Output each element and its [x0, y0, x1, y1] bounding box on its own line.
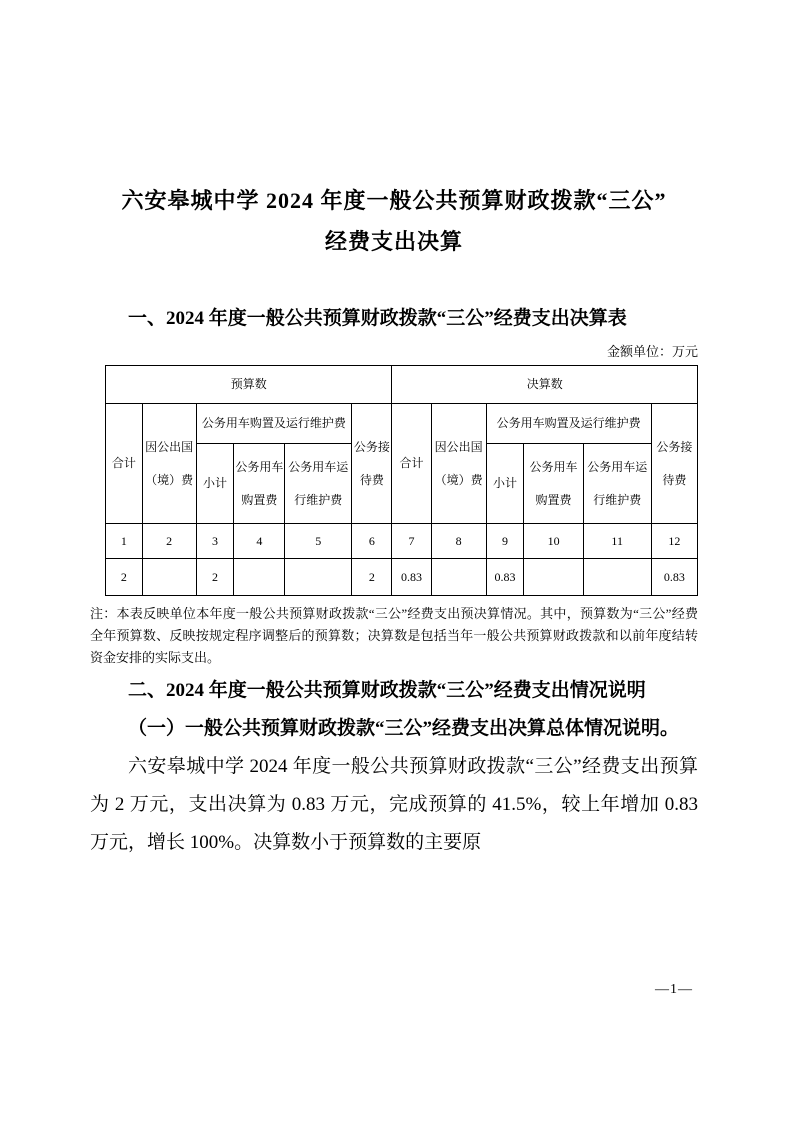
- value-cell-final-subtotal: 0.83: [486, 559, 524, 596]
- table-row: [106, 404, 698, 444]
- section2-heading: 二、2024 年度一般公共预算财政拨款“三公”经费支出情况说明: [128, 680, 646, 701]
- col-number-cell: 3: [196, 524, 234, 559]
- table-footnote: 注：本表反映单位本年度一般公共预算财政拨款“三公”经费支出预决算情况。其中，预算数为“三公”经费全年预算数、反映按规定程序调整后的预算数；决算数是包括当年一般公共预算财政拨款和以前年度结转资金安排的实际支出。: [90, 606, 698, 665]
- page-number: —1—: [655, 982, 693, 997]
- value-cell-budget-vehicle-purchase: [234, 559, 285, 596]
- section2-sub-heading: （一）一般公共预算财政拨款“三公”经费支出决算总体情况说明。: [128, 718, 680, 739]
- header-final-reception: 公务接待费: [651, 404, 697, 524]
- header-budget-group: 预算数: [106, 366, 392, 404]
- col-number-cell: 6: [352, 524, 392, 559]
- value-cell-final-abroad: [431, 559, 486, 596]
- header-final-abroad: 因公出国（境）费: [431, 404, 486, 524]
- value-cell-budget-reception: 2: [352, 559, 392, 596]
- col-number-cell: 2: [142, 524, 196, 559]
- header-budget-vehicle-operation: 公务用车运行维护费: [285, 444, 352, 524]
- column-number-row: [106, 524, 698, 559]
- value-cell-budget-total: 2: [106, 559, 143, 596]
- col-number-cell: 9: [486, 524, 524, 559]
- header-final-vehicle-purchase: 公务用车购置费: [524, 444, 583, 524]
- document-title-line1: 六安皋城中学 2024 年度一般公共预算财政拨款“三公”: [121, 188, 667, 213]
- col-number-cell: 12: [651, 524, 697, 559]
- value-cell-final-reception: 0.83: [651, 559, 697, 596]
- col-number-cell: 8: [431, 524, 486, 559]
- header-budget-total: 合计: [106, 404, 143, 524]
- header-final-subtotal: 小计: [486, 444, 524, 524]
- header-budget-reception: 公务接待费: [352, 404, 392, 524]
- col-number-cell: 4: [234, 524, 285, 559]
- header-budget-abroad: 因公出国（境）费: [142, 404, 196, 524]
- col-number-cell: 10: [524, 524, 583, 559]
- header-final-vehicle-group: 公务用车购置及运行维护费: [486, 404, 651, 444]
- col-number-cell: 1: [106, 524, 143, 559]
- value-row: [106, 559, 698, 596]
- document-title-line2: 经费支出决算: [324, 229, 463, 254]
- col-number-cell: 7: [392, 524, 431, 559]
- col-number-cell: 5: [285, 524, 352, 559]
- document-title: [90, 180, 698, 262]
- value-cell-budget-vehicle-operation: [285, 559, 352, 596]
- header-budget-vehicle-group: 公务用车购置及运行维护费: [196, 404, 352, 444]
- table-row: [106, 366, 698, 404]
- header-final-group: 决算数: [392, 366, 698, 404]
- amount-unit-label: 金额单位：万元: [606, 344, 698, 359]
- value-cell-final-vehicle-purchase: [524, 559, 583, 596]
- header-budget-vehicle-purchase: 公务用车购置费: [234, 444, 285, 524]
- header-final-total: 合计: [392, 404, 431, 524]
- header-budget-subtotal: 小计: [196, 444, 234, 524]
- value-cell-final-total: 0.83: [392, 559, 431, 596]
- value-cell-budget-subtotal: 2: [196, 559, 234, 596]
- page-content: [0, 180, 793, 862]
- value-cell-final-vehicle-operation: [583, 559, 651, 596]
- col-number-cell: 11: [583, 524, 651, 559]
- header-final-vehicle-operation: 公务用车运行维护费: [583, 444, 651, 524]
- sangong-expense-table: [105, 365, 698, 596]
- section1-heading: 一、2024 年度一般公共预算财政拨款“三公”经费支出决算表: [128, 308, 627, 329]
- section2-paragraph: 六安皋城中学 2024 年度一般公共预算财政拨款“三公”经费支出预算为 2 万元，支出决算为 0.83 万元，完成预算的 41.5%，较上年增加 0.83 万元，增长 100%。决算数小于预算数的主要原: [90, 756, 698, 853]
- value-cell-budget-abroad: [142, 559, 196, 596]
